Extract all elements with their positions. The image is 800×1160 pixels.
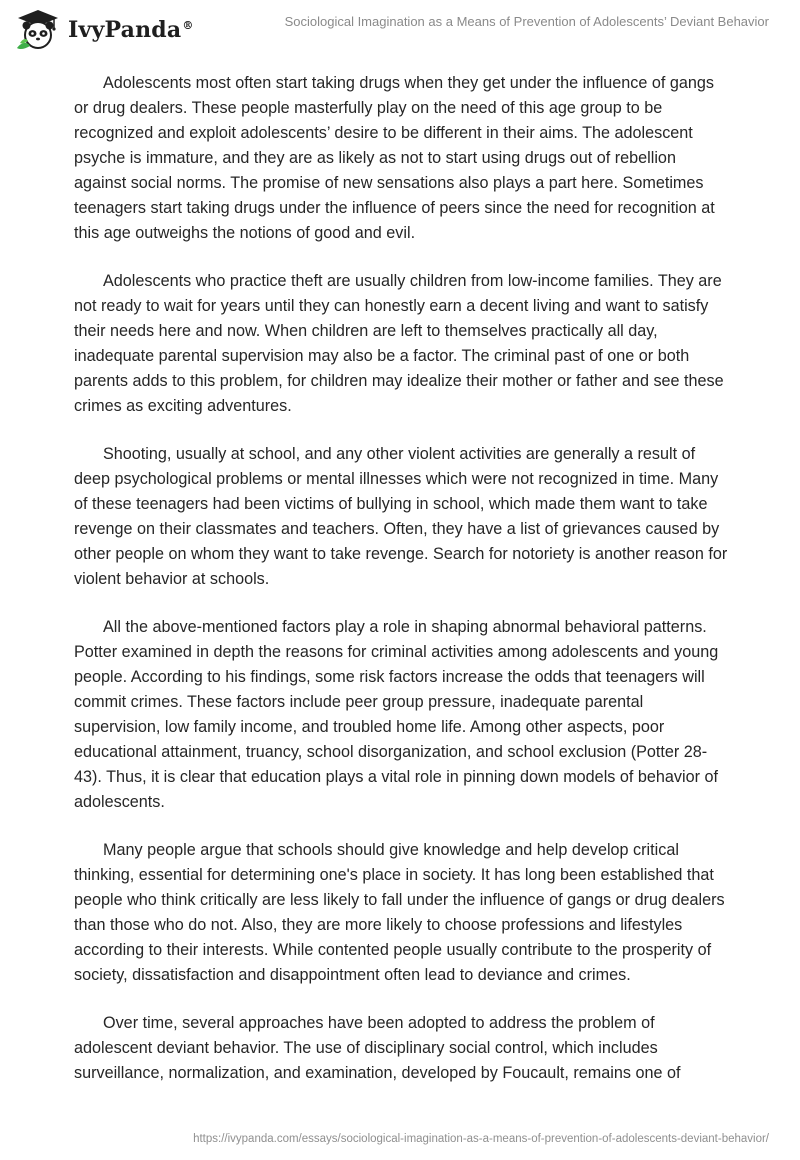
paragraph: Adolescents who practice theft are usually children from low-income families. They are not ready to wait for years until they can honestly earn a decent living and want to satisfy their needs here and now. When children are left to themselves practically all day, inadequate parental supervision may also be a factor. The criminal past of one or both parents adds to this problem, for children may idealize their mother or father and see these crimes as exciting adventures. — [74, 272, 724, 415]
paragraph: Over time, several approaches have been adopted to address the problem of adolescent deviant behavior. The use of disciplinary social control, which includes surveillance, normalization, and examination, developed by Foucault, remains one of — [74, 1014, 681, 1082]
brand-name — [68, 17, 194, 43]
paragraph: Adolescents most often start taking drugs when they get under the influence of gangs or drug dealers. These people masterfully play on the need of this age group to be recognized and exploit adolescents’ desire to be different in their aims. The adolescent psyche is immature, and they are as likely as not to start using drugs out of rebellion against social norms. The promise of new sensations also plays a part here. Sometimes teenagers start taking drugs under the influence of peers since the need for recognition at this age outweighs the notions of good and evil. — [74, 74, 715, 242]
paragraph: All the above-mentioned factors play a role in shaping abnormal behavioral patterns. Potter examined in depth the reasons for criminal activities among adolescents and young people. According to his findings, some risk factors increase the odds that teenagers will commit crimes. These factors include peer group pressure, inadequate parental supervision, low family income, and troubled home life. Among other aspects, poor educational attainment, truancy, school disorganization, and school exclusion (Potter 28-43). Thus, it is clear that education plays a vital role in pinning down models of behavior of adolescents. — [74, 618, 719, 811]
paragraph: Shooting, usually at school, and any other violent activities are generally a result of deep psychological problems or mental illnesses which were not recognized in time. Many of these teenagers had been victims of bullying in school, which made them want to take revenge on their classmates and teachers. Often, they have a list of grievances caused by other people on whom they want to take revenge. Search for notoriety is another reason for violent behavior at schools. — [74, 445, 728, 588]
source-url[interactable]: https://ivypanda.com/essays/sociological-imagination-as-a-means-of-prevention-of-adolescents-deviant-behavior/ — [193, 1133, 769, 1145]
registered-mark: ® — [182, 18, 194, 32]
essay-body — [74, 71, 728, 1109]
panda-graduate-icon — [14, 8, 62, 52]
brand-name-text: IvyPanda — [68, 17, 182, 43]
page-header — [0, 0, 800, 60]
ivypanda-logo[interactable] — [14, 8, 194, 52]
running-title: Sociological Imagination as a Means of Prevention of Adolescents’ Deviant Behavior — [284, 14, 769, 29]
paragraph: Many people argue that schools should give knowledge and help develop critical thinking, essential for determining one's place in society. It has long been established that people who think critically are less likely to fall under the influence of gangs or drug dealers than those who do not. Also, they are more likely to choose professions and lifestyles according to their interests. While contented people usually contribute to the prosperity of society, dissatisfaction and disappointment often lead to deviance and crimes. — [74, 841, 725, 984]
